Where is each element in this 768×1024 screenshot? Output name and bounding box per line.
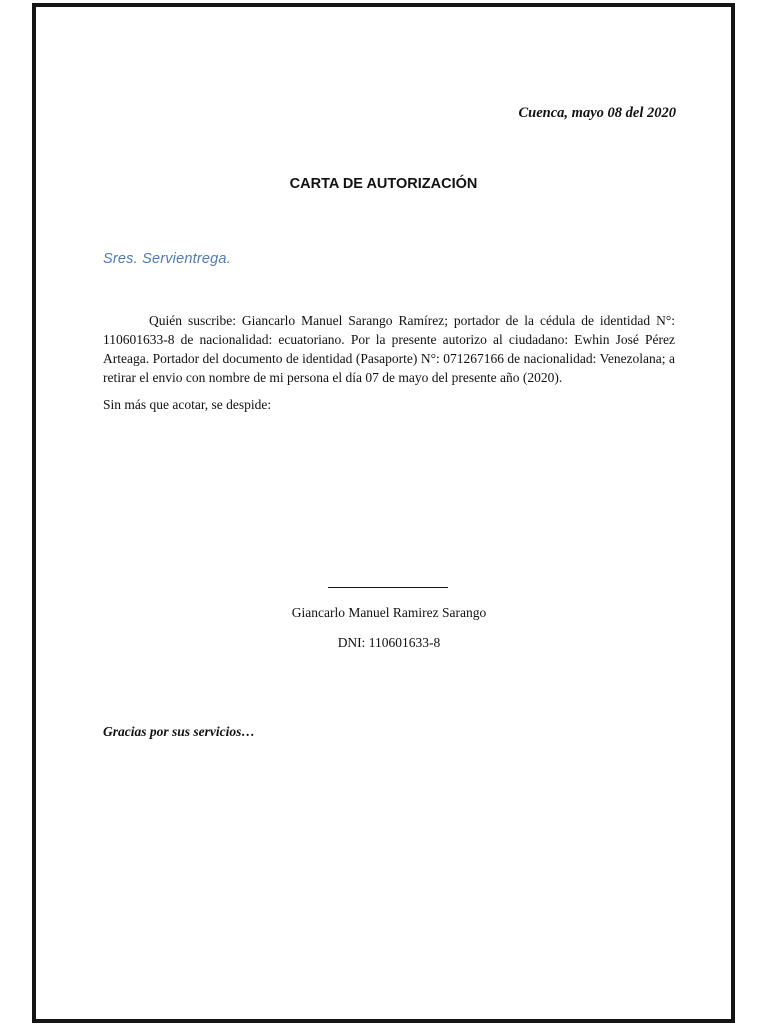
page-frame xyxy=(32,3,735,1023)
signature-name: Giancarlo Manuel Ramirez Sarango xyxy=(291,605,487,620)
letter-thanks: Gracias por sus servicios… xyxy=(103,724,255,739)
letter-body: Quién suscribe: Giancarlo Manuel Sarango Ramírez; portador de la cédula de identidad N°: 110601633-8 de nacionalidad: ecuatoriano. Por la presente autorizo al ciudadano: Ewhin José Pérez Arteaga. Portador del documento de identidad (Pasaporte) N°: 071267166 de nacionalidad: Venezolana; a retirar el envio con nombre de mi persona el día 07 de mayo del presente año (2020). xyxy=(103,313,675,385)
letter-page xyxy=(36,7,731,1019)
signature-dni: DNI: 110601633-8 xyxy=(337,635,441,650)
signature-line xyxy=(328,587,448,588)
letter-title: CARTA DE AUTORIZACIÓN xyxy=(289,176,478,192)
letter-recipient: Sres. Servientrega. xyxy=(103,251,231,267)
letter-closing: Sin más que acotar, se despide: xyxy=(103,397,272,412)
letter-date: Cuenca, mayo 08 del 2020 xyxy=(518,105,676,121)
